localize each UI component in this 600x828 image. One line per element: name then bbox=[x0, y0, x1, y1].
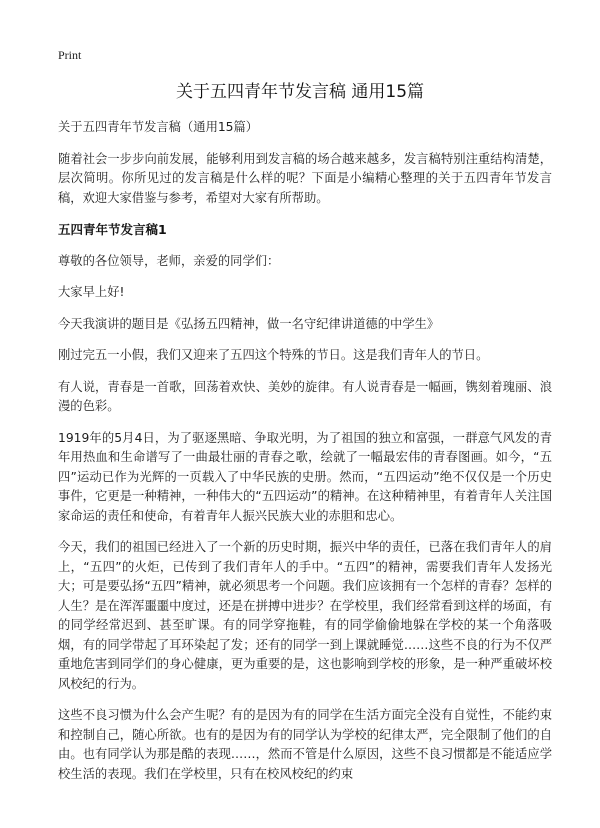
page-title: 关于五四青年节发言稿 通用15篇 bbox=[175, 82, 425, 102]
print-link[interactable]: Print bbox=[58, 48, 82, 62]
paragraph-greeting: 大家早上好! bbox=[58, 285, 125, 299]
paragraph-today: 今天，我们的祖国已经进入了一个新的历史时期，振兴中华的责任，已落在我们青年人的肩上，“五四”的火炬，已传到了我们青年人的手中。“五四”的精神，需要我们青年人发扬光大；可是要弘扬“五四”精神，就必须思考一个问题。我们应该拥有一个怎样的青春？怎样的人生？是在浑浑噩噩中度过，还是在拼搏中进步？在学校里，我们经常看到这样的场面，有的同学经常迟到、甚至旷课。有的同学穿拖鞋，有的同学偷偷地躲在学校的某一个角落吸烟，有的同学带起了耳环染起了发；还有的同学一到上课就睡觉……这些不良的行为不仅严重地危害到同学们的身心健康，更为重要的是，这也影响到学校的形象，是一种严重破坏校风校纪的行为。 bbox=[58, 540, 552, 691]
section-heading: 五四青年节发言稿1 bbox=[58, 222, 167, 237]
paragraph-youth: 有人说，青春是一首歌，回荡着欢快、美妙的旋律。有人说青春是一幅画，镌刻着瑰丽、浪漫的色彩。 bbox=[58, 379, 552, 413]
paragraph-topic: 今天我演讲的题目是《弘扬五四精神，做一名守纪律讲道德的中学生》 bbox=[58, 316, 440, 331]
paragraph-holiday: 刚过完五一小假，我们又迎来了五四这个特殊的节日。这是我们青年人的节日。 bbox=[58, 348, 489, 362]
paragraph-history: 1919年的5月4日，为了驱逐黑暗、争取光明，为了祖国的独立和富强，一群意气风发的青年用热血和生命谱写了一曲最壮丽的青春之歌，绘就了一幅最宏伟的青春图画。如今，“五四”运动已作为光辉的一页载入了中华民族的史册。然而，“五四运动”绝不仅仅是一个历史事件，它更是一种精神，一种伟大的“五四运动”的精神。在这种精神里，有着青年人关注国家命运的责任和使命，有着青年人振兴民族大业的赤胆和忠心。 bbox=[58, 430, 552, 523]
article-subtitle: 关于五四青年节发言稿（通用15篇） bbox=[58, 120, 259, 134]
paragraph-salutation: 尊敬的各位领导，老师，亲爱的同学们： bbox=[58, 253, 280, 268]
intro-paragraph: 随着社会一步步向前发展，能够利用到发言稿的场合越来越多，发言稿特别注重结构清楚，层次简明。你所见过的发言稿是什么样的呢？下面是小编精心整理的关于五四青年节发言稿，欢迎大家借鉴与参考，希望对大家有所帮助。 bbox=[58, 151, 552, 205]
paragraph-habits: 这些不良习惯为什么会产生呢？有的是因为有的同学在生活方面完全没有自觉性，不能约束和控制自己，随心所欲。也有的是因为有的同学认为学校的纪律太严，完全限制了他们的自由。也有同学认为那是酷的表现……，然而不管是什么原因，这些不良习惯都是不能适应学校生活的表现。我们在学校里，只有在校风校纪的约束 bbox=[58, 708, 552, 781]
article-body bbox=[58, 118, 552, 796]
